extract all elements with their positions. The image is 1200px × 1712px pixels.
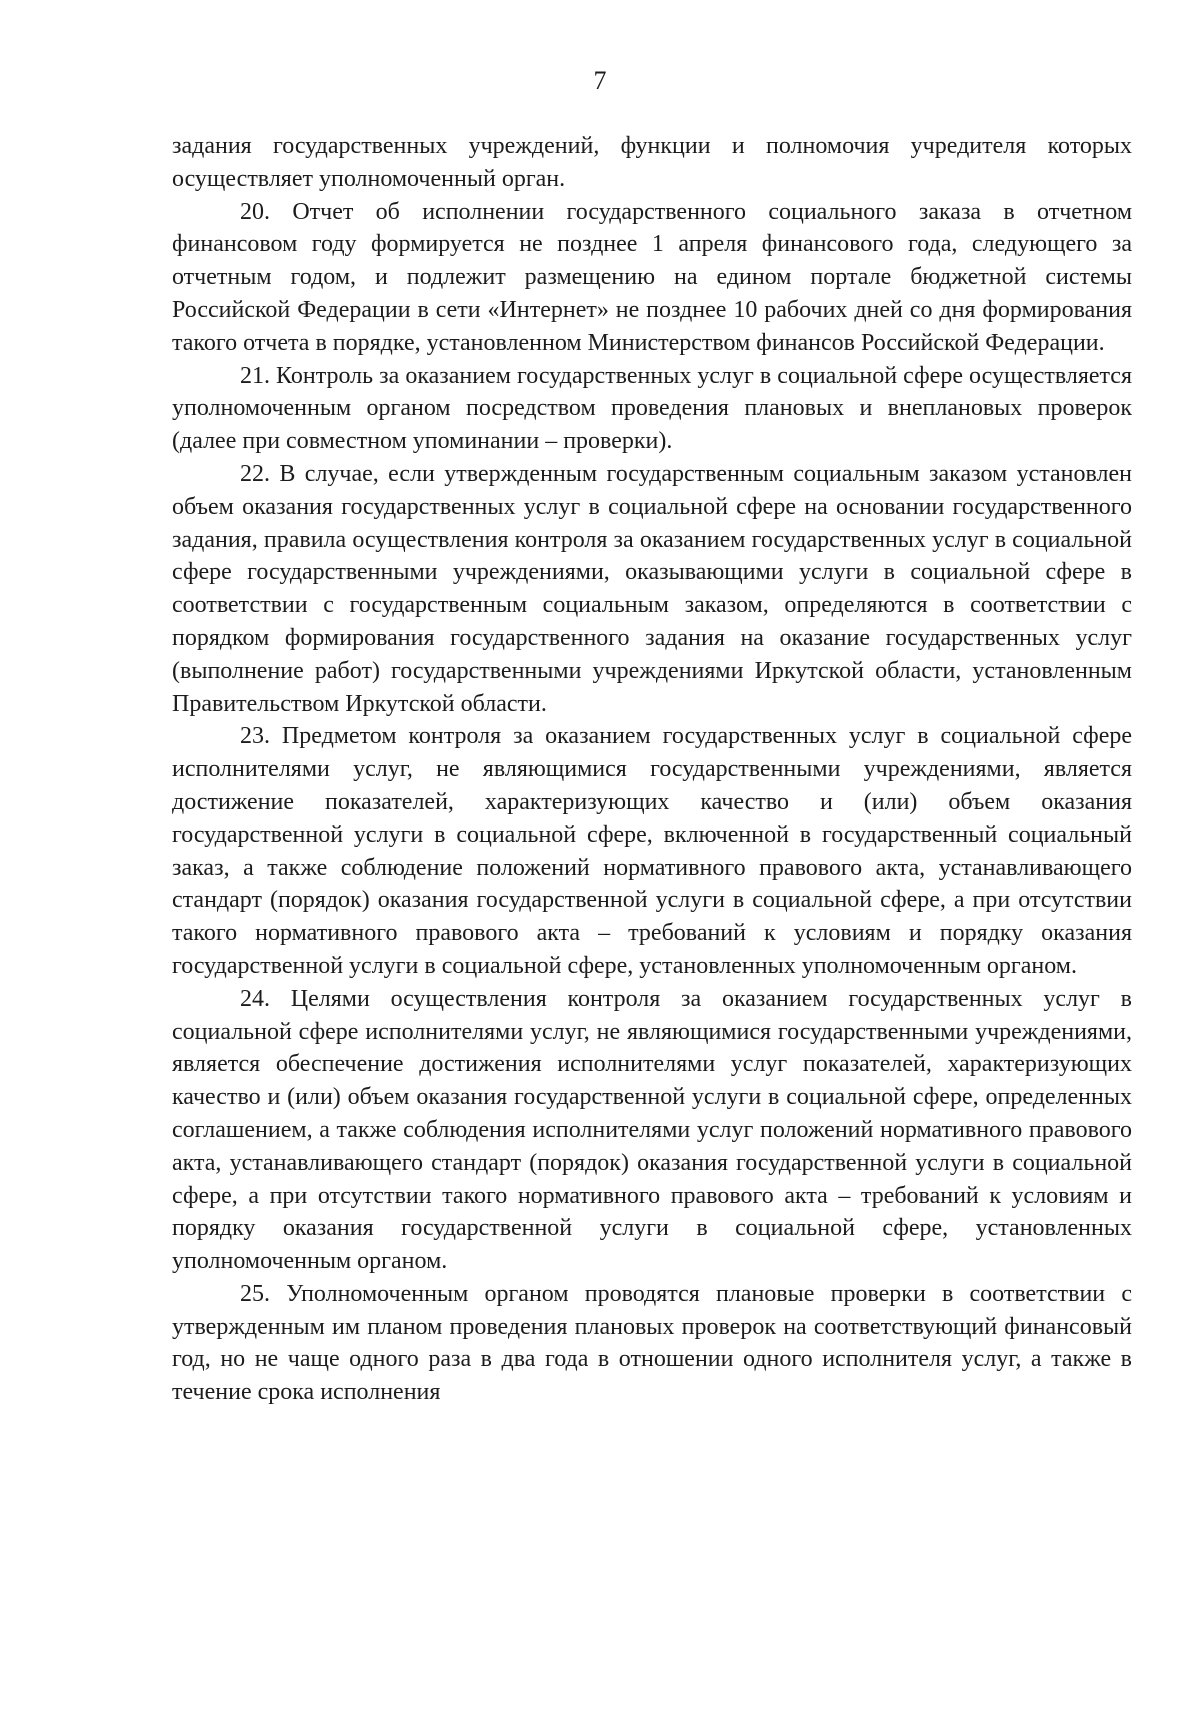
page-number: 7 bbox=[593, 66, 607, 95]
paragraph-continuation: задания государственных учреждений, функции и полномочия учредителя которых осуществляет уполномоченный орган. bbox=[172, 133, 1132, 192]
paragraph-24: 24. Целями осуществления контроля за оказанием государственных услуг в социальной сфере исполнителями услуг, не являющимися государственными учреждениями, является обеспечение достижения исполнителями услуг показателей, характеризующих качество и (или) объем оказания государственной услуги в социальной сфере, определенных соглашением, а также соблюдения исполнителями услуг положений нормативного правового акта, устанавливающего стандарт (порядок) оказания государственной услуги в социальной сфере, а при отсутствии такого нормативного правового акта – требований к условиям и порядку оказания государственной услуги в социальной сфере, установленных уполномоченным органом. bbox=[172, 985, 1132, 1275]
paragraph-20: 20. Отчет об исполнении государственного социального заказа в отчетном финансовом году формируется не позднее 1 апреля финансового года, следующего за отчетным годом, и подлежит размещению на едином портале бюджетной системы Российской Федерации в сети «Интернет» не позднее 10 рабочих дней со дня формирования такого отчета в порядке, установленном Министерством финансов Российской Федерации. bbox=[172, 198, 1132, 356]
paragraph-21: 21. Контроль за оказанием государственных услуг в социальной сфере осуществляется уполномоченным органом посредством проведения плановых и внеплановых проверок (далее при совместном упоминании – проверки). bbox=[172, 362, 1132, 455]
document-body bbox=[172, 130, 1132, 1409]
paragraph-22: 22. В случае, если утвержденным государственным социальным заказом установлен объем оказания государственных услуг в социальной сфере на основании государственного задания, правила осуществления контроля за оказанием государственных услуг в социальной сфере государственными учреждениями, оказывающими услуги в социальной сфере в соответствии с государственным социальным заказом, определяются в соответствии с порядком формирования государственного задания на оказание государственных услуг (выполнение работ) государственными учреждениями Иркутской области, установленным Правительством Иркутской области. bbox=[172, 460, 1132, 717]
paragraph-23: 23. Предметом контроля за оказанием государственных услуг в социальной сфере исполнителями услуг, не являющимися государственными учреждениями, является достижение показателей, характеризующих качество и (или) объем оказания государственной услуги в социальной сфере, включенной в государственный социальный заказ, а также соблюдение положений нормативного правового акта, устанавливающего стандарт (порядок) оказания государственной услуги в социальной сфере, а при отсутствии такого нормативного правового акта – требований к условиям и порядку оказания государственной услуги в социальной сфере, установленных уполномоченным органом. bbox=[172, 723, 1132, 979]
paragraph-25: 25. Уполномоченным органом проводятся плановые проверки в соответствии с утвержденным им планом проведения плановых проверок на соответствующий финансовый год, но не чаще одного раза в два года в отношении одного исполнителя услуг, а также в течение срока исполнения bbox=[172, 1280, 1132, 1406]
